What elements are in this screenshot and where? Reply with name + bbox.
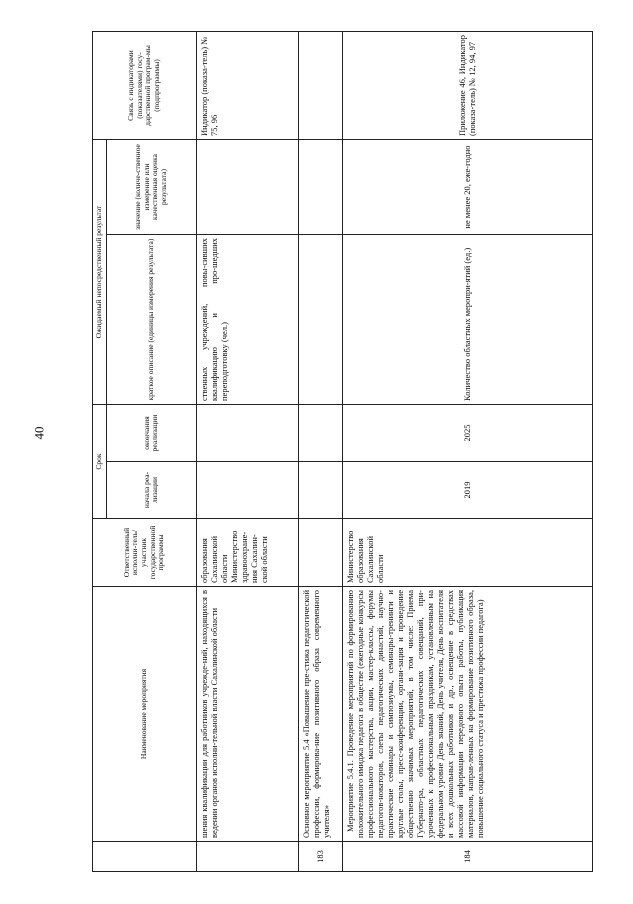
row-value: не менее 20, еже-годно: [342, 140, 592, 235]
row-name: шения квалификации для работников учрежде-ний, находящихся в ведении органов исполни-тельной власти Сахалинской области: [196, 587, 298, 842]
table-row: [196, 32, 298, 872]
row-link: Приложение 46, Индикатор (показа-тель) № 12, 94, 97: [342, 32, 592, 140]
row-responsible: [298, 519, 342, 587]
row-name: Основное мероприятие 5.4 «Повышение пре-стижа педагогической профессии, формирова-ние позитивного образа современного учителя»: [298, 587, 342, 842]
row-num: 184: [342, 842, 592, 872]
row-responsible: образования Сахалинской области Министерство здравоохране-ния Сахалин-ской области: [196, 519, 298, 587]
row-num: [196, 842, 298, 872]
activities-table: [92, 31, 593, 872]
row-start: [196, 462, 298, 519]
row-description: Количество областных меропри-ятий (ед.): [342, 235, 592, 405]
header-value: значение (количе-ственное измерение или качественная оценка результата): [106, 140, 196, 235]
header-end: окончания реализации: [106, 405, 196, 462]
row-end: [298, 405, 342, 462]
table-row: [298, 32, 342, 872]
row-description: [298, 235, 342, 405]
header-name: Наименование мероприятия: [93, 587, 197, 842]
row-responsible: Министерство образования Сахалинской области: [342, 519, 592, 587]
header-term: Срок: [93, 405, 107, 519]
row-link: Индикатор (показа-тель) № 75, 96: [196, 32, 298, 140]
page-number: 40: [31, 426, 47, 440]
row-value: [298, 140, 342, 235]
row-name: Мероприятие 5.4.1. Проведение мероприятий по формированию положительного имиджа педагога в обществе (ежегодные конкурсы профессионального мастерства, акции, мастер-классы, форумы педагогов-новаторов, слеты педагогических династий, научно-практические семинары и симпозиумы, семинары-тренинги и круглые столы, пресс-конференции, органи-зация и проведение общественно значимых мероприятий, в том числе: Приема Губернато-ра, областных педагогических совещаний, при-уроченных к профессиональным праздникам, установленным на федеральном уровне День знаний, День учителя, День воспитателя и всех дошкольных работников и др., освещение в средствах массовой информации передового опыта работы, публикация материалов, направ-ленных на формирование позитивного образа, повышение социального статуса и престижа профессии педагога): [342, 587, 592, 842]
row-description: ственных учреждений, повы-сивших квалификацию и про-шедших переподготовку (чел.): [196, 235, 298, 405]
row-end: [196, 405, 298, 462]
row-end: 2025: [342, 405, 592, 462]
header-responsible: Ответственный исполни-тель/участник государственной программы: [93, 519, 197, 587]
row-start: [298, 462, 342, 519]
row-link: [298, 32, 342, 140]
header-num: [93, 842, 197, 872]
rotated-table-container: [92, 32, 622, 872]
header-start: начала реа-лизации: [106, 462, 196, 519]
table-row: [342, 32, 592, 872]
row-start: 2019: [342, 462, 592, 519]
header-expected: Ожидаемый непосредственный результат: [93, 140, 107, 405]
row-num: 183: [298, 842, 342, 872]
header-description: краткое описание (единицы измерения результата): [106, 235, 196, 405]
header-link: Связь с индикаторами (показателями) госу-дарственной програм-мы (подпрограммы): [93, 32, 197, 140]
row-value: [196, 140, 298, 235]
header-row-1: [93, 32, 107, 872]
